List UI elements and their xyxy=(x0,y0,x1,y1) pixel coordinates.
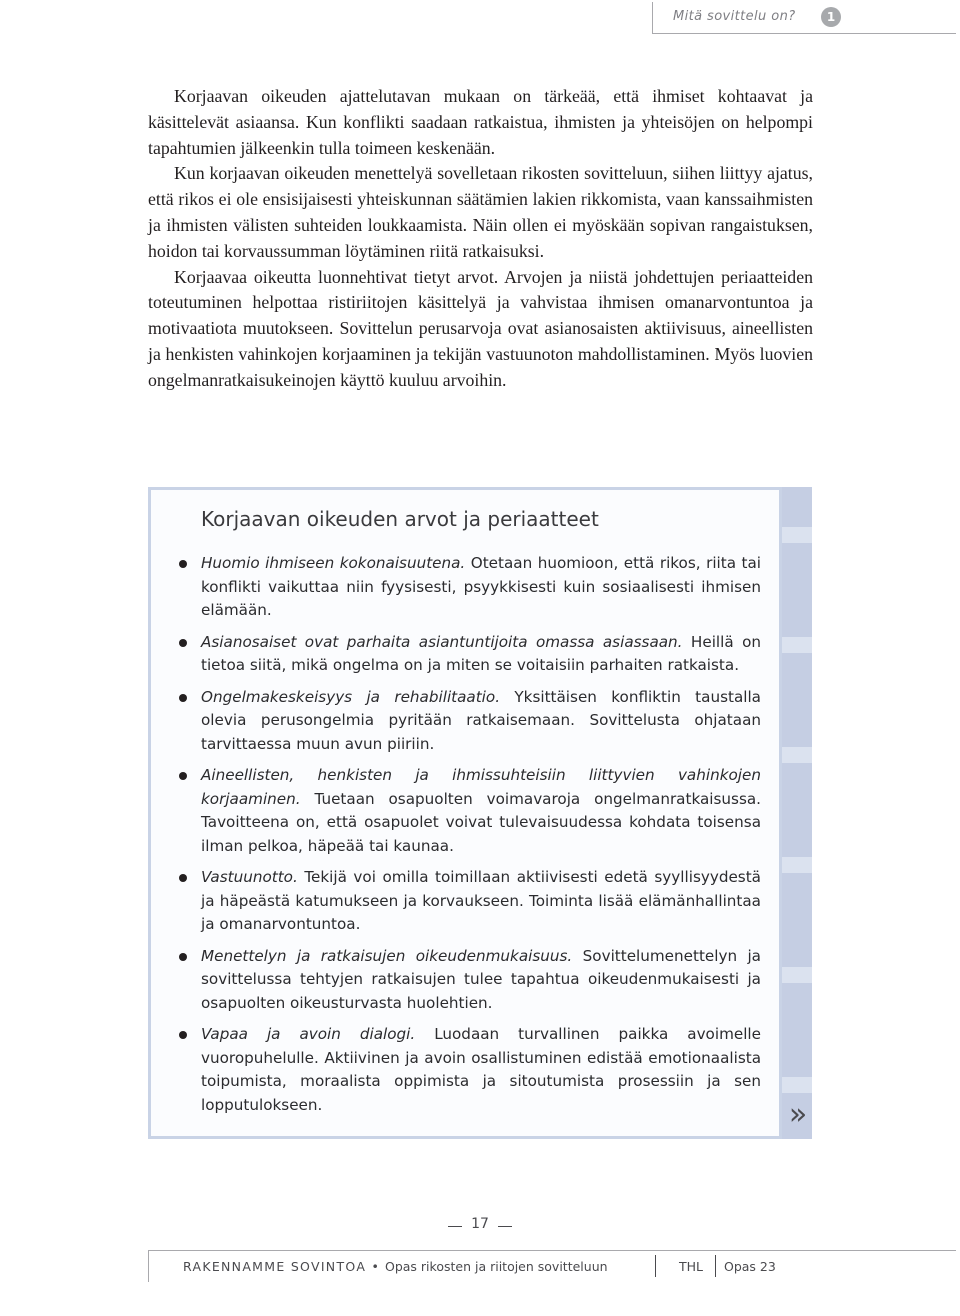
item-lead: Ongelmakeskeisyys ja rehabilitaatio. xyxy=(201,687,501,706)
item-lead: Vapaa ja avoin dialogi. xyxy=(201,1025,416,1043)
item-lead: Menettelyn ja ratkaisujen oikeudenmukaisuus. xyxy=(201,946,573,965)
item-text: Otetaan huomioon, että rikos, riita tai konflikti vaikuttaa niin fyysisesti, psyykkisesti kuin sosiaalisesti ihmisen elämään. xyxy=(201,554,761,619)
item-text: Tekijä voi omilla toimillaan aktiivisesti edetä syyllisyydestä ja häpeästä katumukseen ja korvaukseen. Toiminta lisää elämänhallintaa ja omanarvontuntoa. xyxy=(201,868,761,933)
bullet-icon xyxy=(179,560,187,568)
item-text: Yksittäisen konfliktin taustalla olevia perusongelmia pyritään ratkaisemaan. Sovittelusta ohjataan tarvittaessa muun avun piiriin. xyxy=(201,687,761,753)
item-lead: Huomio ihmiseen kokonaisuutena. xyxy=(201,554,466,572)
continue-icon: » xyxy=(788,1097,808,1132)
footer-series: Opas 23 xyxy=(724,1259,776,1274)
bullet-icon xyxy=(179,639,187,647)
box-title: Korjaavan oikeuden arvot ja periaatteet xyxy=(201,507,599,531)
footer-separator: • xyxy=(371,1259,381,1274)
bullet-icon xyxy=(179,953,187,961)
list-item xyxy=(151,552,761,623)
list-item xyxy=(151,1023,761,1117)
footer-divider xyxy=(715,1255,716,1277)
values-box xyxy=(148,487,782,1139)
item-lead: Aineellisten, henkisten ja ihmissuhteisiin liittyvien vahinkojen korjaaminen. xyxy=(201,766,761,808)
footer-brand: RAKENNAMME SOVINTOA • xyxy=(183,1259,381,1274)
item-text: Sovittelumenettelyn ja sovittelussa tehtyjen ratkaisujen tulee tapahtua oikeudenmukaisesti ja osapuolten oikeusturvasta huolehtien. xyxy=(201,946,761,1012)
item-lead: Vastuunotto. xyxy=(201,868,298,886)
item-lead: Asianosaiset ovat parhaita asiantuntijoita omassa asiassaan. xyxy=(201,632,683,651)
chapter-number-badge: 1 xyxy=(821,7,841,27)
footer xyxy=(148,1250,956,1282)
page-number: 17 xyxy=(448,1216,512,1232)
footer-divider xyxy=(655,1255,656,1277)
box-side-bar xyxy=(782,487,812,1139)
list-item xyxy=(151,945,761,1016)
running-header xyxy=(652,2,956,34)
footer-publisher: THL xyxy=(679,1259,703,1274)
section-title: Mitä sovittelu on? xyxy=(673,9,796,24)
paragraph: Korjaavan oikeuden ajattelutavan mukaan on tärkeää, että ihmiset kohtaavat ja käsittelevät asiaansa. Kun konflikti saadaan ratkaistua, ihmisten ja yhteisöjen on helpompi tapahtumien jälkeenkin tulla toimeen keskenään. xyxy=(148,86,813,158)
item-text: Tuetaan osapuolten voimavaroja ongelmanratkaisussa. Tavoitteena on, että osapuolet voivat tulevaisuudessa kohdata toisensa ilman pelkoa, häpeää tai kaunaa. xyxy=(201,789,761,855)
list-item xyxy=(151,686,761,757)
body-text xyxy=(148,84,813,394)
bullet-icon xyxy=(179,694,187,702)
paragraph: Kun korjaavan oikeuden menettelyä sovelletaan rikosten sovitteluun, siihen liittyy ajatus, että rikos ei ole ensisijaisesti yhteiskunnan säätämien lakien rikkomista, vaan kanssaihmisten ja ihmisten välisten suhteiden loukkaamista. Näin ollen ei myöskään sopivan rangaistuksen, hoidon tai korvaussumman löytäminen riitä ratkaisuksi. xyxy=(148,163,813,261)
item-text: Luodaan turvallinen paikka avoimelle vuoropuhelulle. Aktiivinen ja avoin osallistuminen edistää emotionaalista toipumista, moraalista oppimista ja sitoutumista prosessiin ja sen lopputulokseen. xyxy=(201,1025,761,1114)
list-item xyxy=(151,764,761,858)
item-text: Heillä on tietoa siitä, mikä ongelma on ja miten se voitaisiin parhaiten ratkaista. xyxy=(201,632,761,674)
footer-subtitle: Opas rikosten ja riitojen sovitteluun xyxy=(385,1259,608,1274)
paragraph: Korjaavaa oikeutta luonnehtivat tietyt arvot. Arvojen ja niistä johdettujen periaatteiden toteutuminen helpottaa ristiriitojen käsittelyä ja vahvistaa ihmisen omanarvontuntoa ja motivaatiota muutokseen. Sovittelun perusarvoja ovat asianosaisten aktiivisuus, aineellisten ja henkisten vahinkojen korjaaminen ja tekijän vastuunoton mahdollistaminen. Myös luovien ongelmanratkaisukeinojen käyttö kuuluu arvoihin. xyxy=(148,266,813,390)
bullet-icon xyxy=(179,772,187,780)
bullet-icon xyxy=(179,1031,187,1039)
values-list xyxy=(151,552,761,1125)
bullet-icon xyxy=(179,874,187,882)
list-item xyxy=(151,631,761,678)
list-item xyxy=(151,866,761,937)
